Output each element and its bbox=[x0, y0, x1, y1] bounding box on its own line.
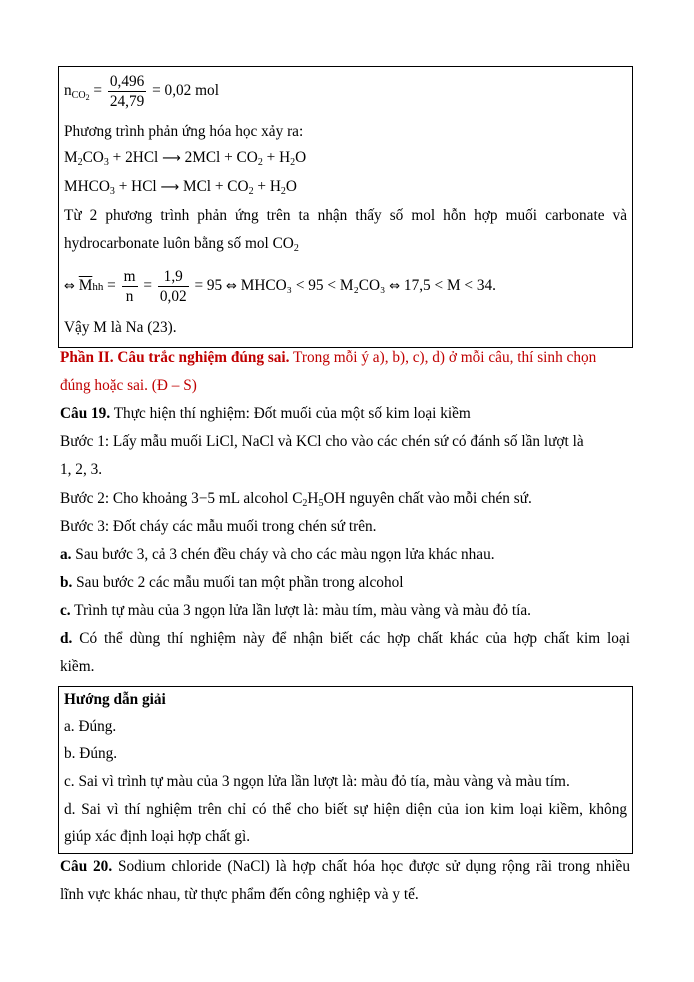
step-3: Bước 3: Đốt cháy các mẫu muối trong chén sứ trên. bbox=[60, 518, 377, 535]
iff-icon: ⇔ bbox=[64, 279, 75, 294]
equation-2: $MHCO_3$ + HCl ⟶ MCl + $CO_2 + H_2O$ bbox=[64, 178, 297, 197]
reaction-intro: Phương trình phản ứng hóa học xảy ra: bbox=[64, 123, 304, 140]
answer-c: c. Sai vì trình tự màu của 3 ngọn lửa lần lượt là: màu đỏ tía, màu vàng và màu tím. bbox=[64, 773, 570, 790]
fraction: $\frac{0,496}{24,79}$ bbox=[109, 73, 145, 110]
part2-heading-line2: đúng hoặc sai. (Đ – S) bbox=[60, 377, 197, 394]
iff-icon: ⇔ bbox=[226, 279, 237, 294]
equals: = bbox=[93, 82, 103, 100]
answer-d: d. Sai vì thí nghiệm trên chỉ có thể cho biết sự hiện diện của ion kim loại kiềm, không bbox=[64, 801, 627, 818]
option-c: c. Trình tự màu của 3 ngọn lửa lần lượt là: màu tím, màu vàng và màu đỏ tía. bbox=[60, 602, 531, 619]
step-1: Bước 1: Lấy mẫu muối LiCl, NaCl và KCl cho vào các chén sứ có đánh số lần lượt là bbox=[60, 433, 584, 450]
observation-line-2: hydrocarbonate luôn bằng số mol $CO_2$ bbox=[64, 235, 299, 254]
solution-title: Hướng dẫn giải bbox=[64, 691, 166, 708]
result: = 0,02 mol bbox=[152, 82, 219, 100]
conclusion: Vậy M là Na (23). bbox=[64, 319, 177, 336]
reaction-arrow-icon: ⟶ bbox=[160, 180, 180, 195]
question-20: Câu 20. Sodium chloride (NaCl) là hợp chất hóa học được sử dụng rộng rãi trong nhiều bbox=[60, 858, 630, 875]
option-a: a. Sau bước 3, cả 3 chén đều cháy và cho các màu ngọn lửa khác nhau. bbox=[60, 546, 495, 563]
option-b: b. Sau bước 2 các mẫu muối tan một phần trong alcohol bbox=[60, 574, 404, 591]
molar-mass-equation: ⇔ $\overline{M}hh$ = $\frac{m}{n}$ = $\frac{1,9}{0,02}$ = 95 ⇔ MHCO₃ < 95 < M₂CO₃ ⇔ 17,5 < M < 34. bbox=[64, 267, 496, 305]
step-2: Bước 2: Cho khoảng 3−5 mL alcohol $C_2H_5OH$ nguyên chất vào mỗi chén sứ. bbox=[60, 490, 532, 509]
answer-b: b. Đúng. bbox=[64, 745, 118, 762]
observation-line-1: Từ 2 phương trình phản ứng trên ta nhận thấy số mol hỗn hợp muối carbonate và bbox=[64, 207, 627, 224]
option-d-line2: kiềm. bbox=[60, 658, 95, 675]
n-symbol: n bbox=[64, 82, 72, 100]
equation-1: $M_2CO_3 + 2HCl$ ⟶ $2MCl + CO_2 + H_2O$ bbox=[64, 149, 307, 168]
part2-heading: Phần II. Câu trắc nghiệm đúng sai. Trong mỗi ý a), b), c), d) ở mỗi câu, thí sinh chọn bbox=[60, 349, 597, 366]
n-subscript: CO2 bbox=[71, 90, 90, 103]
iff-icon: ⇔ bbox=[389, 279, 401, 294]
answer-a: a. Đúng. bbox=[64, 718, 117, 735]
step-1-line2: 1, 2, 3. bbox=[60, 461, 103, 478]
n-co2-equation bbox=[64, 72, 219, 111]
question-19: Câu 19. Thực hiện thí nghiệm: Đốt muối của một số kim loại kiềm bbox=[60, 405, 471, 422]
answer-d-line2: giúp xác định loại hợp chất gì. bbox=[64, 828, 251, 845]
reaction-arrow-icon: ⟶ bbox=[162, 151, 181, 166]
question-20-line2: lĩnh vực khác nhau, từ thực phẩm đến công nghiệp và y tế. bbox=[60, 886, 419, 903]
option-d: d. Có thể dùng thí nghiệm này để nhận biết các hợp chất khác của hợp chất kim loại bbox=[60, 630, 630, 647]
